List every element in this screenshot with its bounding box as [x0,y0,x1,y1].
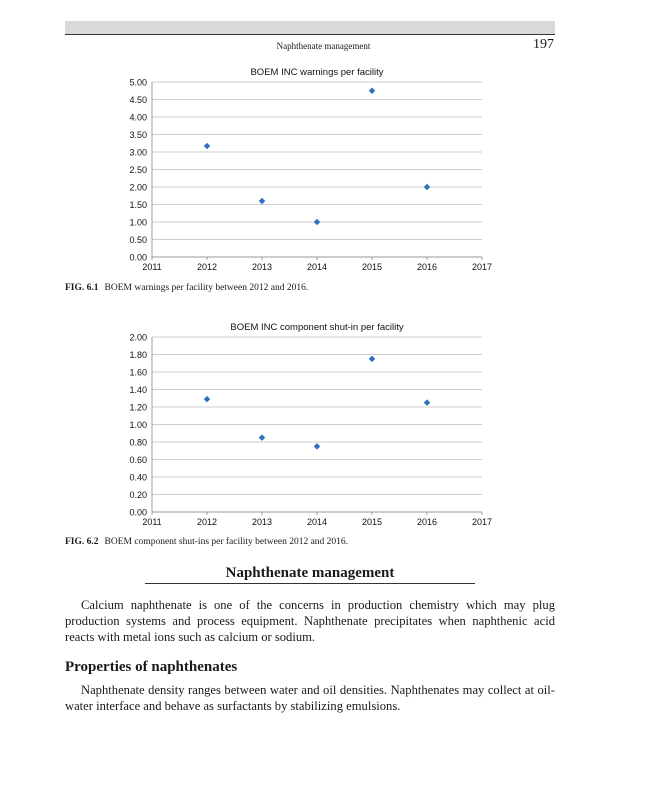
x-tick-label: 2014 [306,262,328,272]
x-tick-label: 2016 [416,262,438,272]
section-heading: Naphthenate management [225,565,395,581]
y-tick-label: 4.00 [129,112,147,123]
x-tick-label: 2011 [142,262,162,272]
figure-caption-text: BOEM warnings per facility between 2012 and 2016. [104,283,309,293]
figure-caption-6-2 [65,537,348,547]
y-tick-label: 1.00 [129,420,147,430]
x-tick-label: 2013 [251,517,273,527]
x-tick-label: 2017 [471,517,493,527]
y-tick-label: 1.80 [129,350,147,360]
data-point [369,356,375,362]
y-tick-label: 1.50 [129,200,147,210]
section-rule [145,583,475,584]
y-tick-label: 5.00 [129,77,147,88]
data-point [369,88,375,94]
page-number: 197 [533,37,554,52]
y-tick-label: 4.50 [129,95,147,105]
x-tick-label: 2014 [306,517,328,527]
data-point [259,198,265,204]
y-tick-label: 1.40 [129,385,147,395]
y-tick-label: 1.00 [129,217,147,228]
y-tick-label: 2.50 [129,165,147,175]
body-paragraph: Calcium naphthenate is one of the concerns in production chemistry which may plug production systems and process equipment. Naphthenate precipitates when naphthenic acid reacts with metal ions such as calcium or sodium. [65,598,555,644]
y-tick-label: 1.20 [129,402,147,413]
x-tick-label: 2017 [471,262,493,272]
running-head: Naphthenate management [276,41,371,51]
y-tick-label: 0.40 [129,472,147,483]
chart-warnings [0,60,647,280]
x-tick-label: 2011 [142,517,162,527]
y-tick-label: 0.50 [129,235,147,245]
figure-label: FIG. 6.2 [65,537,99,547]
x-tick-label: 2016 [416,517,438,527]
data-point [259,434,265,440]
y-tick-label: 1.60 [129,367,147,378]
figure-caption-text: BOEM component shut-ins per facility between 2012 and 2016. [104,537,349,547]
data-point [424,399,430,405]
data-point [424,184,430,190]
header-band [65,21,555,34]
x-tick-label: 2012 [196,517,218,527]
y-tick-label: 0.00 [129,252,147,263]
data-point [314,443,320,449]
y-tick-label: 0.20 [129,490,147,500]
chart-shut-ins [0,315,647,535]
data-point [204,396,210,402]
figure-label: FIG. 6.1 [65,283,99,293]
x-tick-label: 2015 [361,517,383,527]
subsection-heading: Properties of naphthenates [65,659,238,675]
x-tick-label: 2012 [196,262,218,272]
figure-caption-6-1 [65,283,308,293]
body-paragraph: Naphthenate density ranges between water and oil densities. Naphthenates may collect at oil-water interface and behave as surfactants by stabilizing emulsions. [65,683,555,713]
data-point [314,219,320,225]
y-tick-label: 2.00 [129,332,147,343]
x-tick-label: 2015 [361,262,383,272]
y-tick-label: 0.60 [129,455,147,465]
y-tick-label: 3.00 [129,147,147,158]
header-rule [65,34,555,35]
y-tick-label: 0.00 [129,507,147,518]
data-point [204,143,210,149]
y-tick-label: 0.80 [129,437,147,448]
x-tick-label: 2013 [251,262,273,272]
chart-title: BOEM INC component shut-in per facility [230,322,404,333]
y-tick-label: 2.00 [129,182,147,193]
chart-title: BOEM INC warnings per facility [250,67,384,78]
y-tick-label: 3.50 [129,130,147,140]
